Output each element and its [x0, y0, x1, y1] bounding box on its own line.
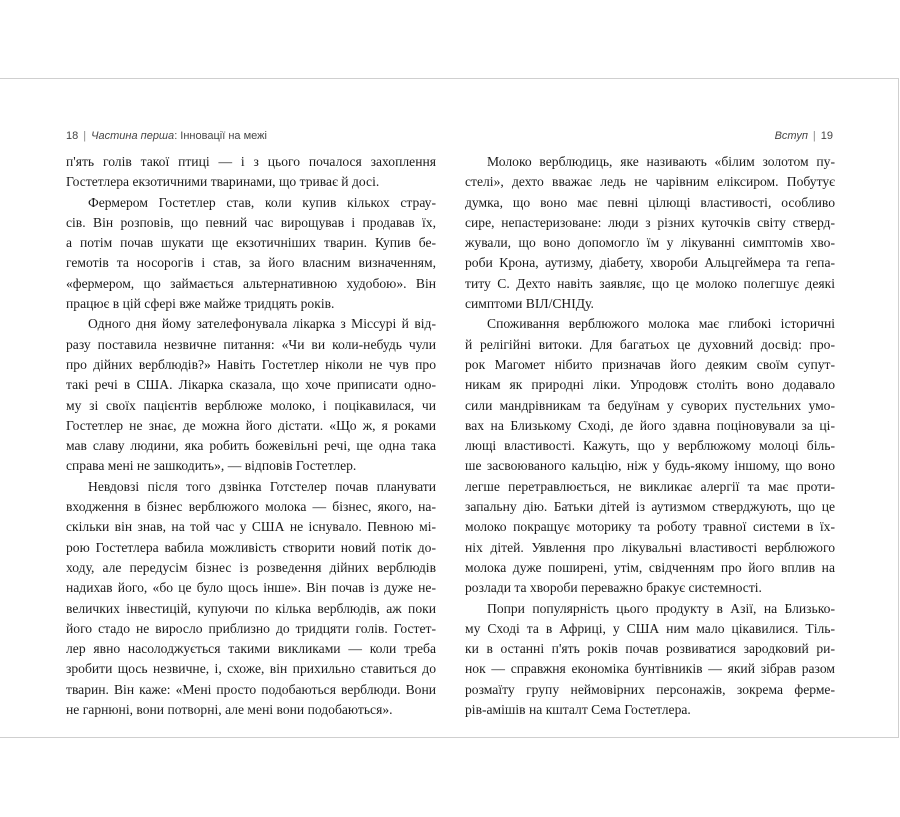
- text-line: не гарнюні, вони потворні, але мені вони подобаються».: [66, 702, 393, 718]
- left-section-label: Частина перша: [91, 130, 175, 142]
- text-line: сире, непастеризоване: люди з різних куточків світу стверд-: [465, 214, 835, 230]
- left-running-head: [66, 130, 267, 142]
- text-line: розмаїту групу неймовірних персонажів, зокрема ферме-: [465, 681, 835, 697]
- text-line: титу С. Дехто навіть заявляє, що це молоко полегшує деякі: [465, 275, 835, 291]
- text-line: про дійних верблюдів?» Навіть Гостетлер ніколи не чув про: [66, 356, 436, 372]
- text-line: лющі властивості. Кажуть, що у верблюжому молоці біль-: [465, 438, 835, 454]
- right-page-number: 19: [820, 130, 833, 142]
- text-line: скільки він знав, на той час у США не існувало. Певною мі-: [66, 519, 436, 535]
- text-line: Гостетлера екзотичними тваринами, що триває й досі.: [66, 174, 380, 190]
- text-line: молоко покращує моторику та роботу травної системи в їх-: [465, 519, 835, 535]
- text-line: разу поставила незвичне питання: «Чи ви коли-небудь чули: [66, 336, 436, 352]
- text-line: й релігійні витоки. Для багатьох це духовний досвід: про-: [465, 336, 835, 352]
- text-line: надихав його, «бо це було щось інше». Він почав із дуже не-: [66, 580, 436, 596]
- text-line: Попри популярність цього продукту в Азії, на Близько-: [487, 600, 835, 616]
- text-line: ніх дітей. Уявлення про лікувальні властивості верблюжого: [465, 539, 835, 555]
- text-line: ки в останні п'ять років почав розвиватися зародковий ри-: [465, 641, 835, 657]
- text-line: нок — справжня економіка бунтівників — який зібрав разом: [465, 661, 835, 677]
- text-line: Споживання верблюжого молока має глибокі історичні: [487, 316, 835, 332]
- text-line: думка, що воно має певні цілющі властивості, особливо: [465, 194, 835, 210]
- left-chapter-title: : Інновації на межі: [174, 130, 267, 142]
- text-line: входження в бізнес верблюжого молока — бізнес, якого, на-: [66, 499, 436, 515]
- text-line: рів-амішів на кшталт Сема Гостетлера.: [465, 702, 691, 718]
- header-separator: |: [83, 130, 87, 142]
- text-line: Одного дня йому зателефонувала лікарка з Міссурі й від-: [88, 316, 436, 332]
- text-line: п'ять голів такої птиці — і з цього почалося захоплення: [66, 154, 436, 169]
- text-line: «фермером, що займається альтернативною худобою». Він: [66, 275, 436, 291]
- right-section-label: Вступ: [774, 130, 808, 142]
- text-line: його стадо не виросло приблизно до тридцяти голів. Гостет-: [66, 620, 436, 636]
- text-line: мав славу людини, яка робить божевільні речі, ще одна така: [66, 438, 436, 454]
- right-running-head: [775, 130, 833, 142]
- text-line: тварин. Він каже: «Мені просто подобаються верблюди. Вони: [66, 681, 436, 697]
- text-line: роби Крона, аутизму, діабету, хвороби Альцгеймера та гепа-: [465, 255, 835, 271]
- left-page-number: 18: [66, 130, 79, 142]
- text-line: зробити щось незвичне, і, схоже, він прихильно ставиться до: [66, 661, 436, 677]
- text-line: Невдовзі після того дзвінка Готстелер почав планувати: [88, 478, 436, 494]
- text-line: молока дуже поширені, утім, свідченням про його вплив на: [465, 559, 835, 575]
- text-line: сили мандрівникам та бедуїнам у суворих пустельних умо-: [465, 397, 835, 413]
- text-line: Гостетлер не знає, де можна його дістати. «Що ж, я роками: [66, 417, 436, 433]
- text-line: запальну дію. Батьки дітей із аутизмом стверджують, що це: [465, 499, 835, 515]
- text-line: сів. Він розповів, що певний час вирощував і продавав їх,: [66, 214, 436, 230]
- text-line: вах на Близькому Сході, де його здавна поціновували за ці-: [465, 417, 835, 433]
- text-line: никам як природні ліки. Упродовж століть воно додавало: [465, 377, 835, 393]
- text-line: розлади та хвороби переважно бракує системності.: [465, 580, 762, 596]
- text-line: величких інвестицій, купуючи по кілька верблюдів, аж поки: [66, 600, 436, 616]
- text-line: гемотів та носорогів і став, за його власним визначенням,: [66, 255, 436, 271]
- text-line: справа мені не зашкодить», — відповів Гостетлер.: [66, 458, 357, 474]
- text-line: стелі», дехто вважає ледь не чарівним еліксиром. Побутує: [465, 174, 835, 190]
- text-line: Молоко верблюдиць, яке називають «білим золотом пу-: [487, 154, 835, 169]
- text-line: му Сході та в Африці, у США ним мало цікавилися. Тіль-: [465, 620, 835, 636]
- text-line: такі речі в США. Лікарка сказала, що хоче приписати одно-: [66, 377, 436, 393]
- text-line: симптоми ВІЛ/СНІДу.: [465, 296, 594, 312]
- text-line: рою Гостетлера вабила можливість створити новий потік до-: [66, 539, 436, 555]
- text-line: легше перетравлюється, не викликає алергії та має проти-: [465, 478, 835, 494]
- text-line: жували, що воно допомогло їм у лікуванні симптомів хво-: [465, 235, 835, 251]
- text-line: му зі своїх пацієнтів верблюже молоко, і поцікавилася, чи: [66, 397, 436, 413]
- text-line: ше засвоюваного кальцію, ніж у будь-якому іншому, що воно: [465, 458, 835, 474]
- text-line: ходу, але передусім бізнес із розведення дійних верблюдів: [66, 559, 436, 575]
- text-line: Фермером Гостетлер став, коли купив кількох страу-: [88, 194, 436, 210]
- header-separator-right: |: [812, 130, 816, 142]
- left-page-body: [66, 152, 436, 720]
- text-line: а потім почав шукати ще екзотичніших тварин. Купив бе-: [66, 235, 436, 251]
- right-page-body: [465, 152, 835, 720]
- text-line: рок Магомет нібито призначав його деяким своїм супут-: [465, 356, 835, 372]
- text-line: працює в цій сфері вже майже тридцять років.: [66, 296, 335, 312]
- text-line: лер явно насолоджується такими викликами — коли треба: [66, 641, 436, 657]
